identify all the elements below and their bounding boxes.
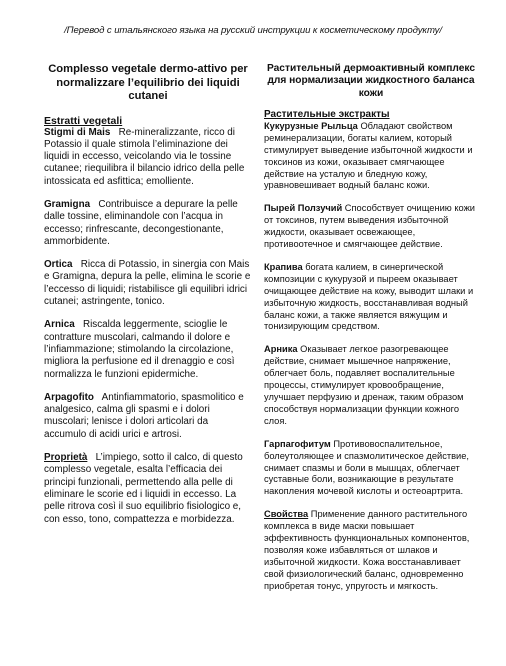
italian-title: Complesso vegetale dermo-attivo per normalizzare l’equilibrio dei liquidi cutanei	[48, 63, 248, 102]
italian-entry	[44, 259, 252, 308]
entry-term: Arpagofito	[44, 391, 94, 403]
entry-term: Ortica	[44, 259, 73, 271]
entry-term: Stigmi di Mais	[44, 126, 111, 138]
russian-entry	[264, 262, 478, 333]
entry-text: богата калием, в синергической композиции с кукурузой и пыреем оказывает очищающее действие на кожу, выводит шлаки и избыточную жидкость, восстанавливая водный баланс кожи, а также является вяжущим и тонизирующим средством.	[264, 261, 474, 332]
russian-entry	[264, 344, 478, 427]
entry-text: Ricca di Potassio, in sinergia con Mais e Gramigna, depura la pelle, elimina le scorie e l’eccesso di liquidi; ristabilisce gli equilibri idrici cutanei; astringente, tonico.	[44, 259, 251, 308]
property-term: Свойства	[264, 509, 309, 520]
entry-text: Contribuisce a depurare la pelle dalle tossine, eliminandole con l’acqua in eccesso; rinfrescante, decongestionante, ammorbidente.	[44, 198, 238, 247]
italian-entry	[44, 319, 252, 380]
italian-section-heading: Estratti vegetali	[44, 114, 123, 127]
property-text: Применение данного растительного комплекса в виде маски повышает эффективность функциональных компонентов, позволяя коже избавляться от шлаков и избыточной жидкости. Кожа восстанавливает свой физиологический баланс, одновременно приобретая тонус, упругость и мягкость.	[264, 509, 470, 591]
russian-entry	[264, 439, 478, 499]
russian-entry	[264, 121, 478, 192]
italian-property	[44, 452, 252, 526]
page-header: /Перевод с итальянского языка на русский инструкции к косметическому продукту/	[64, 25, 442, 36]
entry-text: Обладают свойством реминерализации, богаты калием, который стимулирует выведение избыточной жидкости и токсинов из кожи, оказывает смягчающее действие на усталую и бледную кожу, уравновешивает водный баланс кожи.	[264, 120, 473, 191]
entry-term: Кукурузные Рыльца	[264, 120, 358, 131]
italian-column	[44, 63, 252, 537]
entry-term: Пырей Ползучий	[264, 203, 343, 214]
entry-term: Крапива	[264, 261, 303, 272]
russian-title: Растительный дермоактивный комплекс для нормализации жидкостного баланса кожи	[266, 63, 476, 99]
entry-term: Gramigna	[44, 198, 91, 210]
entry-text: Re-mineralizzante, ricco di Potassio il quale stimola l’eliminazione dei liquidi in eccesso, veicolando via le tossine cutanee; riequilibra il bilancio idrico della pelle intossicata ed asfittica; emolliente.	[44, 126, 245, 187]
entry-term: Arnica	[44, 319, 75, 331]
entry-text: Antinfiammatorio, spasmolitico e analgesico, calma gli spasmi e i dolori muscolari; lenisce i dolori articolari da accumulo di acidi urici e artrosi.	[44, 391, 244, 440]
entry-text: Оказывает легкое разогревающее действие, снимает мышечное напряжение, облегчает боль, подавляет воспалительные процессы, стимулирует кровообращение, улучшает перфузию и дренаж, таким образом способствуя нормализации функции кожного слоя.	[264, 344, 464, 426]
entry-text: Riscalda leggermente, scioglie le contratture muscolari, calmando il dolore e l’infiammazione; stimolando la circolazione, migliora la perfusione ed il drenaggio e così normalizza le funzioni epidermiche.	[44, 319, 235, 380]
italian-entry	[44, 392, 252, 441]
russian-section-heading: Растительные экстракты	[264, 108, 390, 120]
property-term: Proprietà	[44, 452, 88, 464]
russian-column	[264, 63, 478, 604]
entry-text: Способствует очищению кожи от токсинов, путем выведения избыточной жидкости, оказывает освежающее, противоотечное и смягчающее действие.	[264, 203, 475, 250]
entry-term: Арника	[264, 344, 298, 355]
property-text: L’impiego, sotto il calco, di questo complesso vegetale, esalta l’efficacia dei principi funzionali, permettendo alla pelle di eliminare le scorie ed i liquidi in eccesso. La pelle ritrova così il suo equilibrio fisiologico e, con esso, tono, compattezza e morbidezza.	[44, 452, 243, 525]
entry-text: Противовоспалительное, болеутоляющее и спазмолитическое действие, снимает спазмы и боли в мышцах, облегчает суставные боли, возникающие в результате накопления мочевой кислоты и остеоартрита.	[264, 438, 470, 497]
italian-entry	[44, 199, 252, 248]
russian-property	[264, 509, 478, 592]
entry-term: Гарпагофитум	[264, 438, 331, 449]
russian-entry	[264, 203, 478, 251]
italian-entry	[44, 127, 252, 188]
